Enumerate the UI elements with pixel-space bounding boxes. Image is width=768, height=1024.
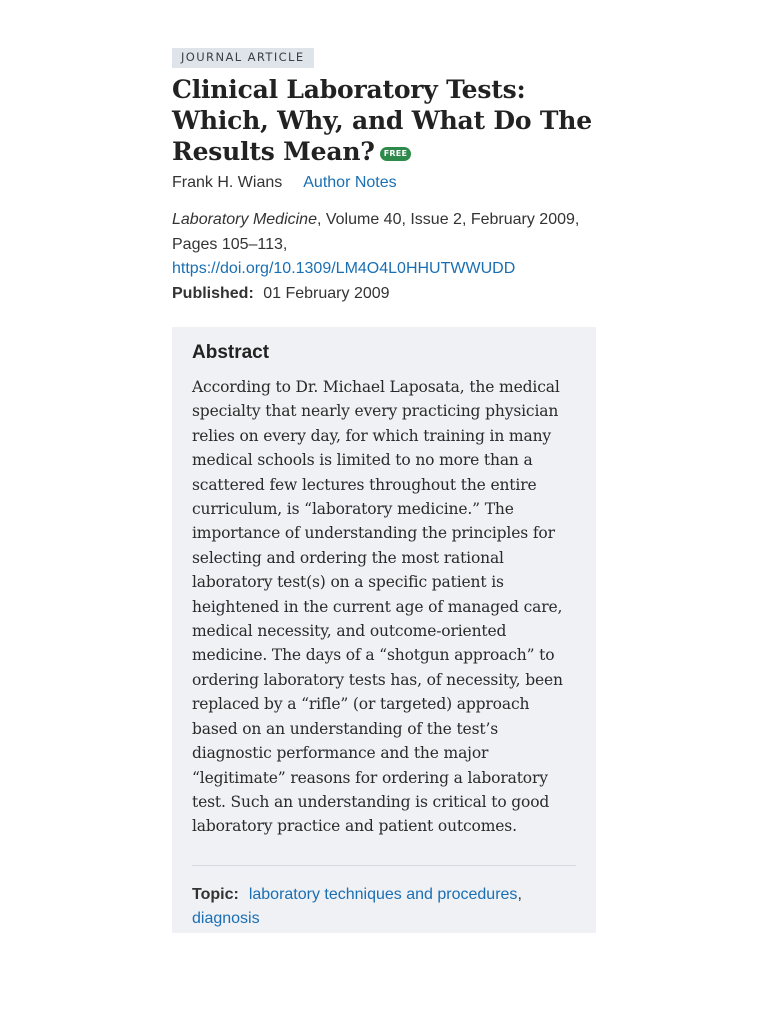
journal-name: Laboratory Medicine — [172, 211, 317, 228]
published-label: Published: — [172, 284, 254, 302]
topic-link-laboratory-techniques[interactable]: laboratory techniques and procedures — [248, 885, 518, 903]
divider — [192, 865, 576, 866]
article-header — [172, 48, 596, 306]
topics-row — [192, 883, 576, 931]
topic-label: Topic: — [192, 885, 239, 903]
citation — [172, 208, 596, 282]
topic-link-diagnosis[interactable]: diagnosis — [192, 909, 260, 927]
doi-link[interactable]: https://doi.org/10.1309/LM4O4L0HHUTWWUDD — [172, 260, 516, 277]
abstract-heading: Abstract — [192, 342, 270, 363]
article-title — [172, 74, 596, 167]
abstract-text: According to Dr. Michael Laposata, the medical specialty that nearly every practicing physician relies on every day, for which training in many medical schools is limited to no more than a scattered few lectures throughout the entire curriculum, is “laboratory medicine.” The importance of understanding the principles for selecting and ordering the most rational laboratory test(s) on a specific patient is heightened in the current age of managed care, medical necessity, and outcome-oriented medicine. The days of a “shotgun approach” to ordering laboratory tests has, of necessity, been replaced by a “rifle” (or targeted) approach based on an understanding of the test’s diagnostic performance and the major “legitimate” reasons for ordering a laboratory test. Such an understanding is critical to good laboratory practice and patient outcomes. — [192, 378, 563, 836]
abstract-section — [172, 327, 596, 933]
free-access-icon: FREE — [380, 147, 411, 161]
author-notes-link[interactable]: Author Notes — [303, 174, 397, 191]
topic-separator: , — [517, 885, 522, 903]
article-type-badge: JOURNAL ARTICLE — [172, 48, 314, 68]
authors-row — [172, 173, 596, 193]
citation-details: , Volume 40, Issue 2, February 2009, Pages 105–113, — [172, 211, 580, 253]
author-name[interactable]: Frank H. Wians — [172, 174, 283, 191]
published-row — [172, 282, 596, 307]
article-title-text: Clinical Laboratory Tests: Which, Why, and What Do The Results Mean? — [172, 75, 592, 166]
published-date: 01 February 2009 — [263, 284, 390, 302]
